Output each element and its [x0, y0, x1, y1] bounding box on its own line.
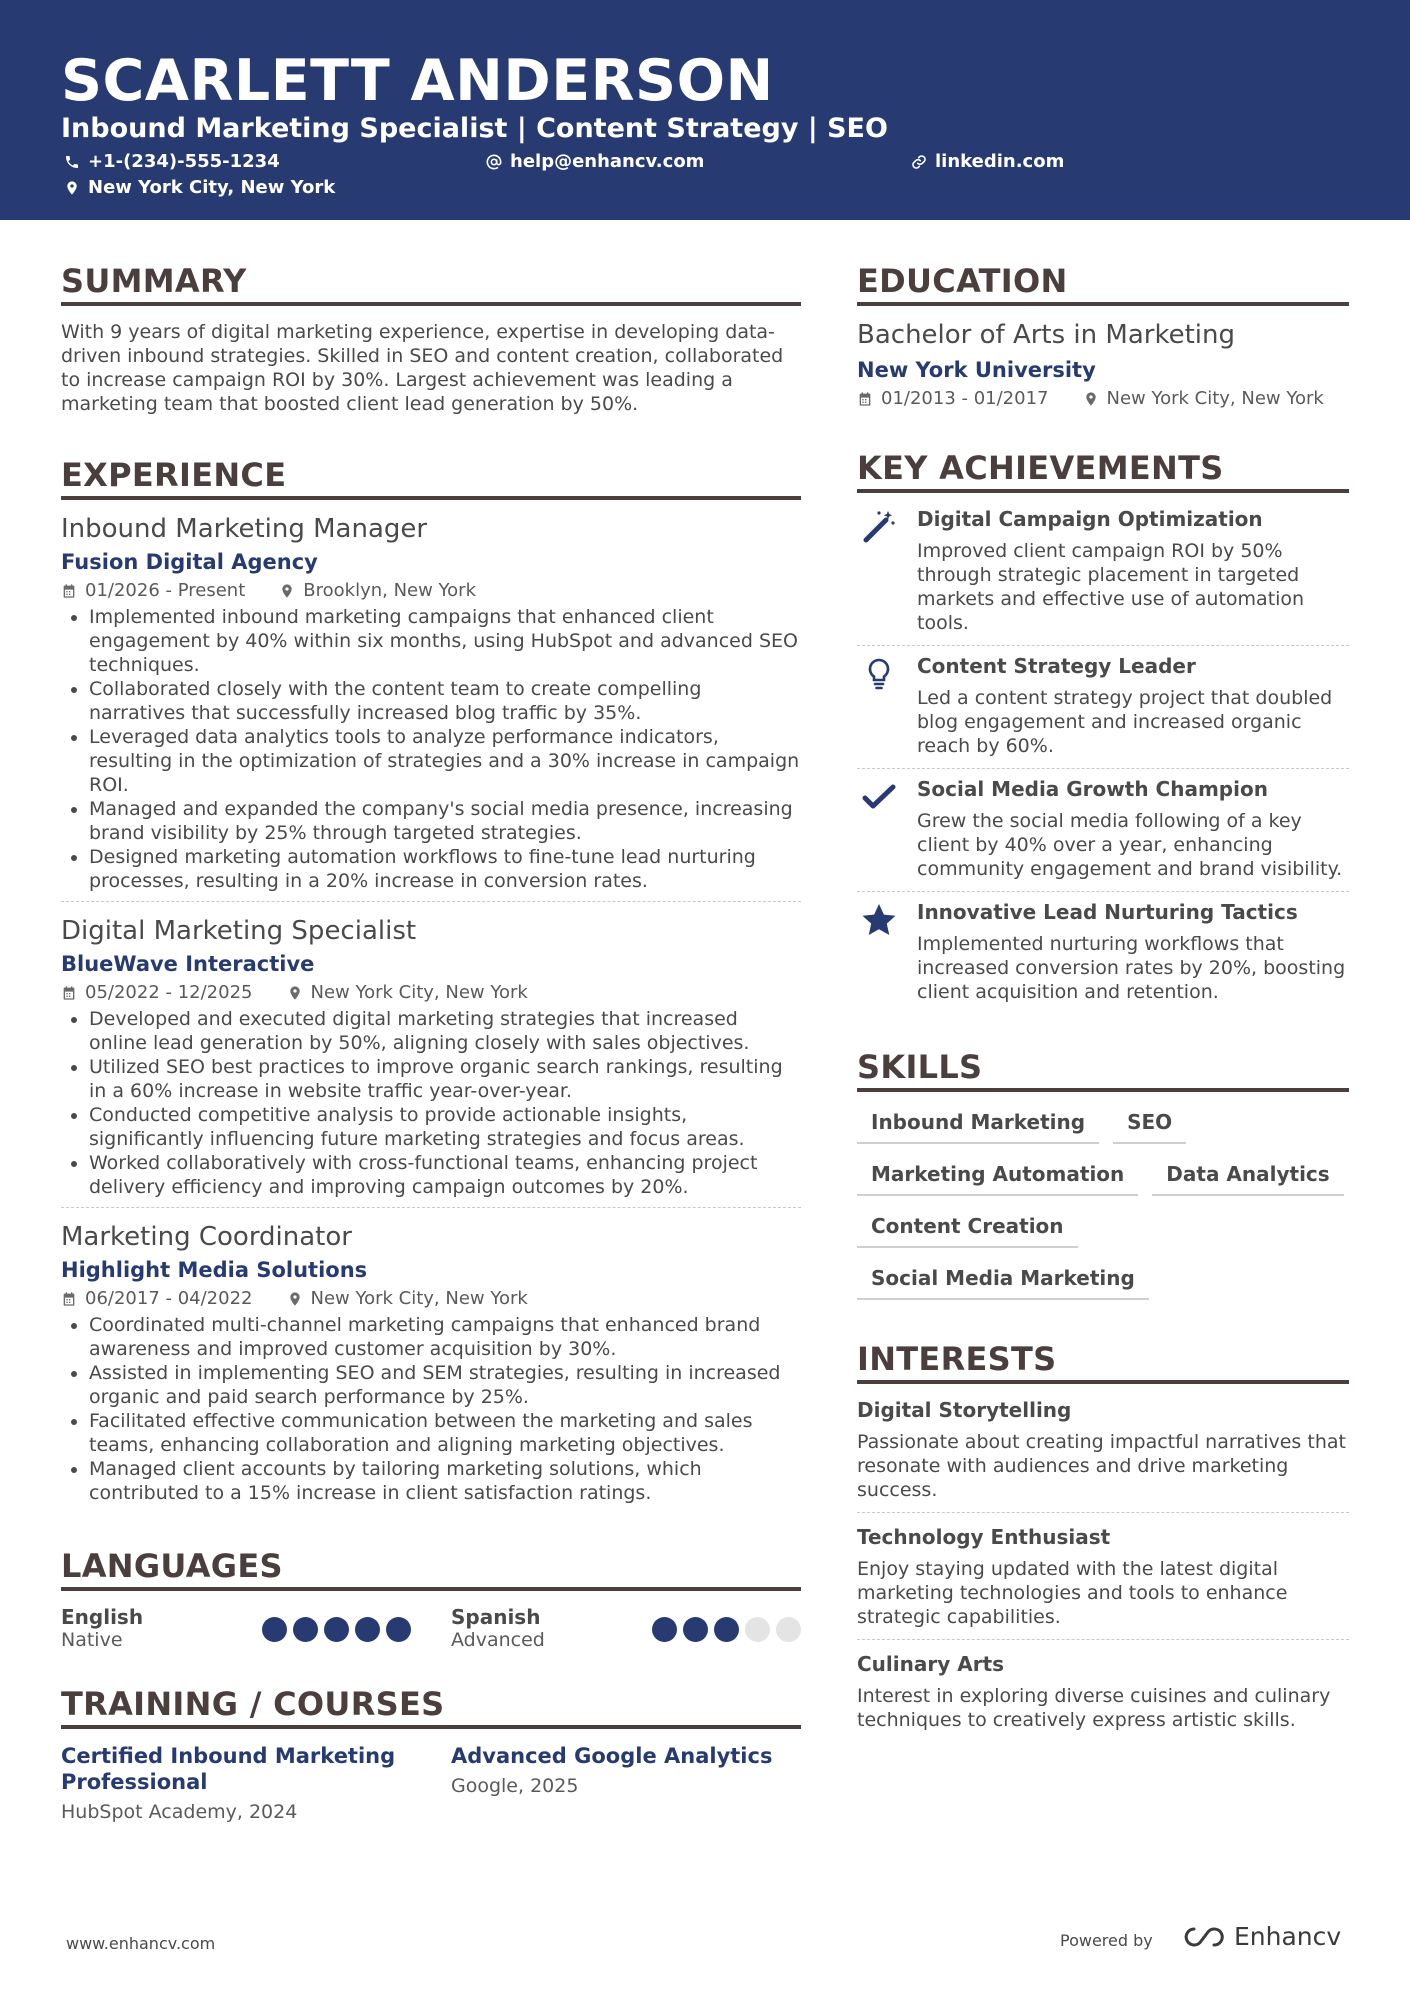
- job-bullet: • Designed marketing automation workflows to fine-tune lead nurturing processes, resulting in a 20% increase in conversion rates.: [89, 845, 801, 893]
- language-name: English: [61, 1605, 144, 1629]
- job-bullet: • Conducted competitive analysis to provide actionable insights, significantly influencing future marketing strategies and focus areas.: [89, 1103, 801, 1151]
- interest-item: [857, 1652, 1349, 1742]
- interest-desc: Passionate about creating impactful narratives that resonate with audiences and drive marketing success.: [857, 1431, 1346, 1501]
- location-text: New York City, New York: [88, 177, 336, 198]
- magic-wand-icon: [861, 509, 897, 545]
- job-bullets: [61, 1313, 801, 1505]
- left-column: [61, 262, 801, 1823]
- skill-tag: Social Media Marketing: [857, 1262, 1149, 1300]
- experience-heading: EXPERIENCE: [61, 456, 801, 500]
- rating-dot-filled: [652, 1617, 677, 1642]
- job-dates: 06/2017 - 04/2022: [85, 1288, 253, 1309]
- achievement-desc: Implemented nurturing workflows that increased conversion rates by 20%, boosting client acquisition and retention.: [917, 933, 1346, 1003]
- language-item: [451, 1605, 801, 1651]
- footer-powered-by: Powered by: [1060, 1931, 1153, 1950]
- job-bullet: • Managed and expanded the company's social media presence, increasing brand visibility by 25% through targeted strategies.: [89, 797, 801, 845]
- right-column: [857, 262, 1349, 1754]
- achievement-item: [857, 769, 1349, 892]
- interest-title: Culinary Arts: [857, 1652, 1005, 1676]
- achievement-title: Digital Campaign Optimization: [917, 507, 1263, 531]
- phone-text: +1-(234)-555-1234: [88, 151, 280, 172]
- job-location: New York City, New York: [310, 1288, 528, 1309]
- job-meta: [61, 1288, 801, 1309]
- job-title: Marketing Coordinator: [61, 1222, 352, 1252]
- interest-item: [857, 1525, 1349, 1640]
- interest-item: [857, 1398, 1349, 1513]
- checkmark-icon: [861, 779, 897, 815]
- lightbulb-icon: [861, 656, 897, 692]
- rating-dot-filled: [324, 1617, 349, 1642]
- job-location: Brooklyn, New York: [303, 580, 476, 601]
- achievement-title: Content Strategy Leader: [917, 654, 1196, 678]
- enhancv-logo-text: Enhancv: [1234, 1922, 1342, 1951]
- skill-tag: Marketing Automation: [857, 1158, 1138, 1196]
- experience-section: [61, 456, 801, 1513]
- map-pin-icon: [287, 1291, 303, 1307]
- star-icon: [861, 902, 897, 938]
- job-bullet: • Leveraged data analytics tools to analyze performance indicators, resulting in the optimization of strategies and a 30% increase in campaign ROI.: [89, 725, 801, 797]
- summary-section: [61, 262, 801, 416]
- interest-title: Technology Enthusiast: [857, 1525, 1111, 1549]
- training-heading: TRAINING / COURSES: [61, 1685, 801, 1729]
- training-section: [61, 1685, 801, 1823]
- resume-header: [0, 0, 1410, 220]
- language-rating: [262, 1617, 411, 1642]
- achievements-section: [857, 449, 1349, 1014]
- skill-tag: Content Creation: [857, 1210, 1078, 1248]
- job-bullet: • Managed client accounts by tailoring marketing solutions, which contributed to a 15% increase in client satisfaction ratings.: [89, 1457, 801, 1505]
- map-pin-icon: [279, 583, 295, 599]
- job-meta: [61, 580, 801, 601]
- interests-section: [857, 1340, 1349, 1742]
- company-name: Fusion Digital Agency: [61, 550, 318, 574]
- course-item: [451, 1743, 801, 1823]
- summary-text: With 9 years of digital marketing experience, expertise in developing data-driven inbound strategies. Skilled in SEO and content creation, collaborated to increase campaign ROI by 30%. Largest achievement was leading a marketing team that boosted client lead generation by 50%.: [61, 321, 784, 415]
- achievement-desc: Led a content strategy project that doubled blog engagement and increased organic reach by 60%.: [917, 687, 1333, 757]
- map-pin-icon: [287, 985, 303, 1001]
- phone-icon: [64, 154, 80, 170]
- at-sign-icon: [486, 154, 502, 170]
- job-bullet: • Worked collaboratively with cross-functional teams, enhancing project delivery efficiency and improving campaign outcomes by 20%.: [89, 1151, 801, 1199]
- languages-heading: LANGUAGES: [61, 1547, 801, 1591]
- interest-desc: Enjoy staying updated with the latest digital marketing technologies and tools to enhance strategic capabilities.: [857, 1558, 1288, 1628]
- job-dates: 05/2022 - 12/2025: [85, 982, 253, 1003]
- job-meta: [61, 982, 801, 1003]
- skill-tag: Data Analytics: [1152, 1158, 1343, 1196]
- education-section: [857, 262, 1349, 409]
- education-meta: [857, 388, 1349, 409]
- job-bullets: [61, 605, 801, 893]
- website-text: linkedin.com: [935, 151, 1065, 172]
- skill-tag: SEO: [1113, 1106, 1186, 1144]
- candidate-tagline: Inbound Marketing Specialist | Content Strategy | SEO: [61, 113, 888, 144]
- course-title: Certified Inbound Marketing Professional: [61, 1744, 396, 1794]
- rating-dot-filled: [355, 1617, 380, 1642]
- footer-website[interactable]: www.enhancv.com: [66, 1934, 216, 1953]
- job-title: Digital Marketing Specialist: [61, 916, 417, 946]
- enhancv-logo-icon: [1180, 1925, 1228, 1949]
- course-provider: Google, 2025: [451, 1775, 579, 1797]
- language-item: [61, 1605, 411, 1651]
- contact-phone[interactable]: [64, 151, 280, 172]
- calendar-icon: [61, 1291, 77, 1307]
- job-bullet: • Developed and executed digital marketing strategies that increased online lead generation by 50%, aligning closely with sales objectives.: [89, 1007, 801, 1055]
- rating-dot-empty: [745, 1617, 770, 1642]
- job-bullet: • Implemented inbound marketing campaigns that enhanced client engagement by 40% within six months, using HubSpot and advanced SEO techniques.: [89, 605, 801, 677]
- rating-dot-filled: [262, 1617, 287, 1642]
- link-icon: [911, 154, 927, 170]
- interest-title: Digital Storytelling: [857, 1398, 1072, 1422]
- job-entry: [61, 1222, 801, 1513]
- enhancv-logo[interactable]: [1180, 1922, 1341, 1951]
- achievement-title: Innovative Lead Nurturing Tactics: [917, 900, 1298, 924]
- job-location: New York City, New York: [310, 982, 528, 1003]
- degree-title: Bachelor of Arts in Marketing: [857, 320, 1235, 350]
- course-provider: HubSpot Academy, 2024: [61, 1801, 298, 1823]
- education-dates: 01/2013 - 01/2017: [881, 388, 1049, 409]
- company-name: Highlight Media Solutions: [61, 1258, 368, 1282]
- achievement-item: [857, 892, 1349, 1014]
- contact-location: [64, 177, 335, 198]
- achievement-desc: Improved client campaign ROI by 50% through strategic placement in targeted markets and effective use of automation tools.: [917, 540, 1305, 634]
- achievement-desc: Grew the social media following of a key client by 40% over a year, enhancing community engagement and brand visibility.: [917, 810, 1343, 880]
- job-bullet: • Assisted in implementing SEO and SEM strategies, resulting in increased organic and paid search performance by 25%.: [89, 1361, 801, 1409]
- course-title: Advanced Google Analytics: [451, 1744, 773, 1768]
- contact-email[interactable]: [486, 151, 704, 172]
- calendar-icon: [61, 583, 77, 599]
- company-name: BlueWave Interactive: [61, 952, 315, 976]
- language-level: Advanced: [451, 1629, 545, 1651]
- rating-dot-filled: [714, 1617, 739, 1642]
- job-bullet: • Collaborated closely with the content team to create compelling narratives that successfully increased blog traffic by 35%.: [89, 677, 801, 725]
- email-text: help@enhancv.com: [510, 151, 705, 172]
- calendar-icon: [61, 985, 77, 1001]
- job-bullet: • Coordinated multi-channel marketing campaigns that enhanced brand awareness and improved customer acquisition by 30%.: [89, 1313, 801, 1361]
- rating-dot-filled: [386, 1617, 411, 1642]
- languages-section: [61, 1547, 801, 1651]
- map-pin-icon: [64, 180, 80, 196]
- language-rating: [652, 1617, 801, 1642]
- interests-heading: INTERESTS: [857, 1340, 1349, 1384]
- job-title: Inbound Marketing Manager: [61, 514, 428, 544]
- achievement-item: [857, 646, 1349, 769]
- job-bullet: • Facilitated effective communication between the marketing and sales teams, enhancing collaboration and aligning marketing objectives.: [89, 1409, 801, 1457]
- achievements-heading: KEY ACHIEVEMENTS: [857, 449, 1349, 493]
- interest-desc: Interest in exploring diverse cuisines and culinary techniques to creatively express artistic skills.: [857, 1685, 1331, 1731]
- skills-section: [857, 1048, 1349, 1300]
- achievement-item: [857, 499, 1349, 646]
- calendar-icon: [857, 391, 873, 407]
- rating-dot-empty: [776, 1617, 801, 1642]
- achievement-title: Social Media Growth Champion: [917, 777, 1268, 801]
- education-heading: EDUCATION: [857, 262, 1349, 306]
- course-item: [61, 1743, 411, 1823]
- school-name: New York University: [857, 358, 1096, 382]
- language-name: Spanish: [451, 1605, 541, 1629]
- job-entry: [61, 916, 801, 1208]
- job-entry: [61, 514, 801, 902]
- language-level: Native: [61, 1629, 123, 1651]
- job-bullets: [61, 1007, 801, 1199]
- map-pin-icon: [1083, 391, 1099, 407]
- rating-dot-filled: [293, 1617, 318, 1642]
- skills-heading: SKILLS: [857, 1048, 1349, 1092]
- education-location: New York City, New York: [1106, 388, 1324, 409]
- rating-dot-filled: [683, 1617, 708, 1642]
- candidate-name: SCARLETT ANDERSON: [61, 48, 774, 114]
- contact-website[interactable]: [911, 151, 1064, 172]
- job-bullet: • Utilized SEO best practices to improve organic search rankings, resulting in a 60% increase in website traffic year-over-year.: [89, 1055, 801, 1103]
- summary-heading: SUMMARY: [61, 262, 801, 306]
- job-dates: 01/2026 - Present: [85, 580, 246, 601]
- skill-tag: Inbound Marketing: [857, 1106, 1099, 1144]
